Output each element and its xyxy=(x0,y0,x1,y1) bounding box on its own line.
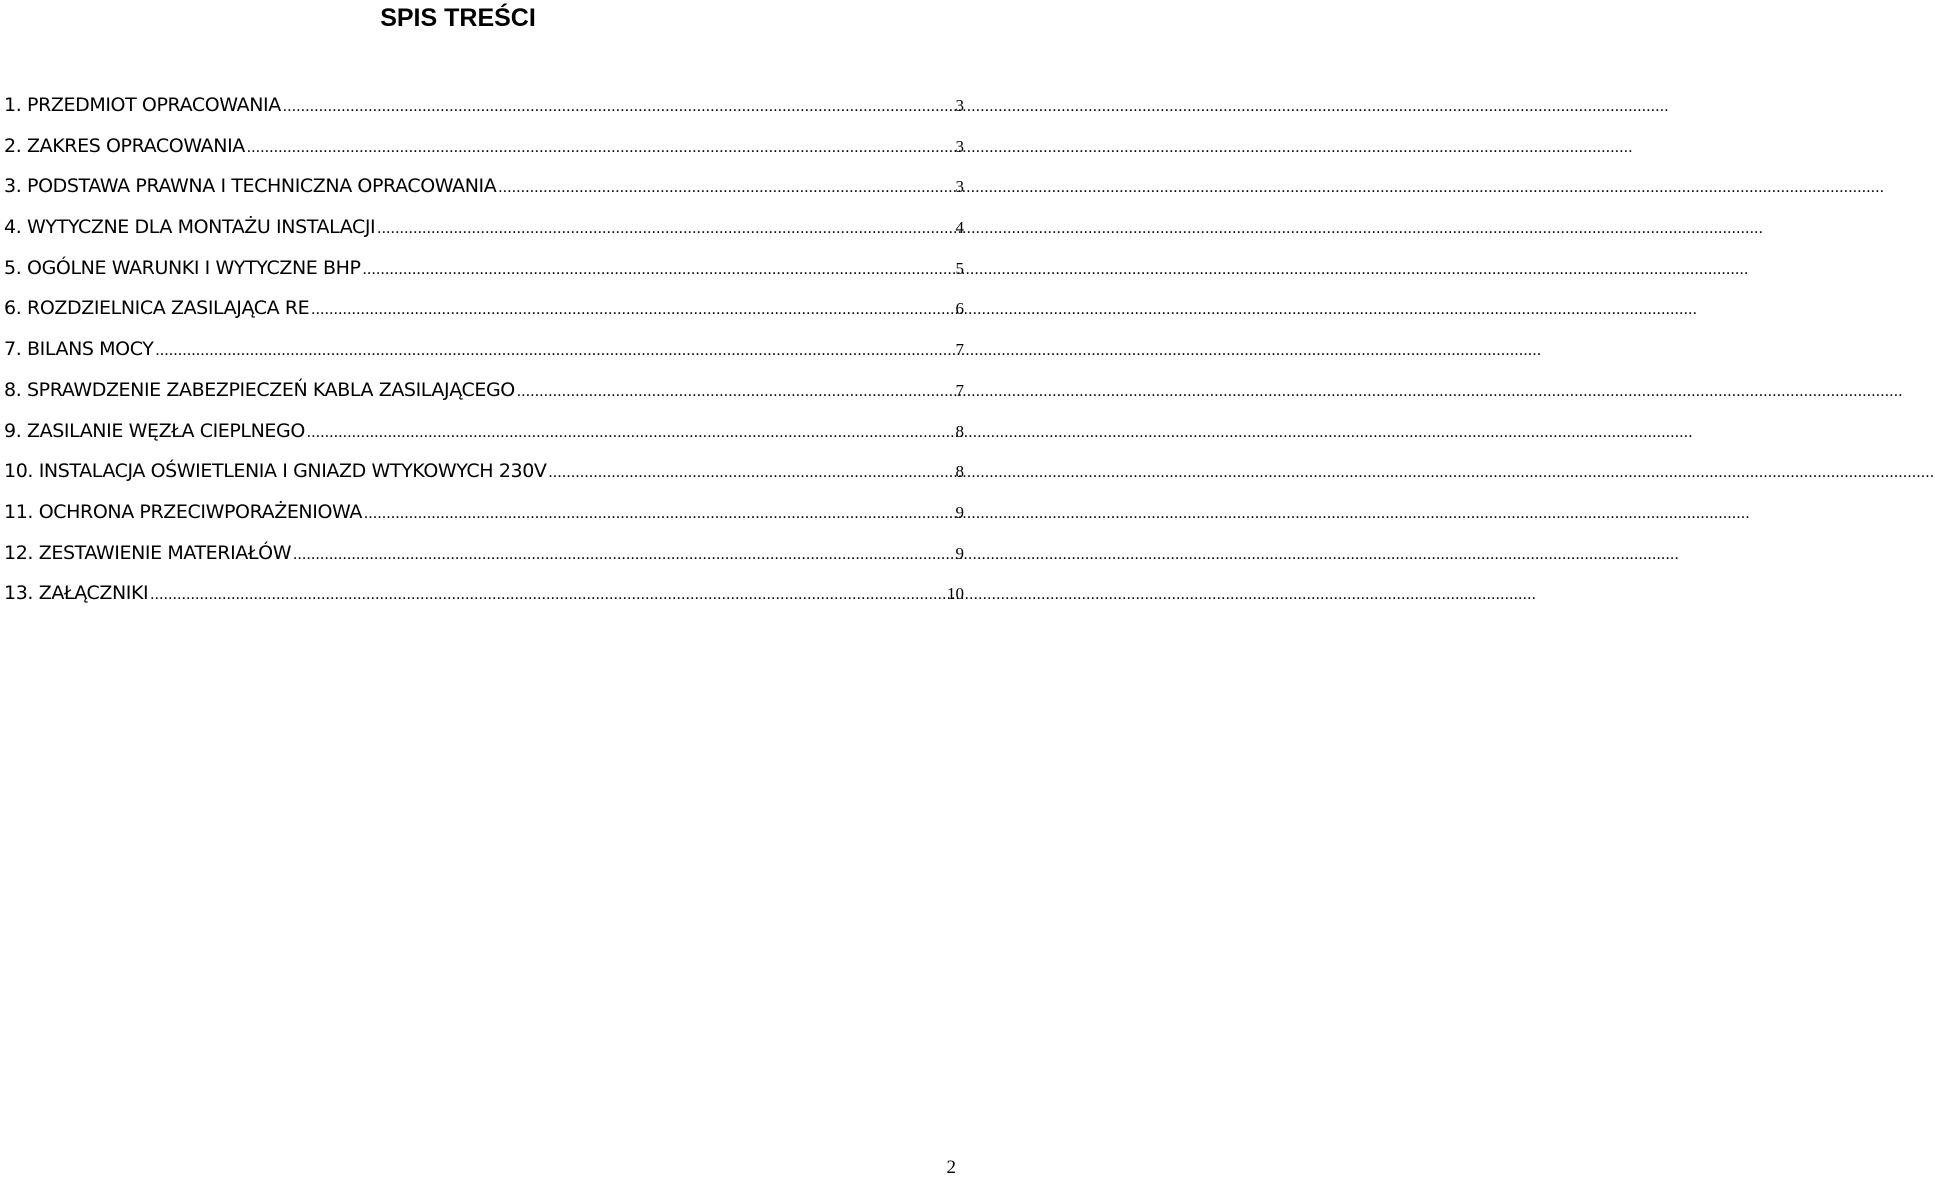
toc-entry-number: 8. xyxy=(4,378,22,401)
toc-entry-page: 3 xyxy=(955,177,964,197)
toc-entry[interactable] xyxy=(4,297,964,338)
toc-entry-number: 9. xyxy=(4,419,22,442)
toc-entry[interactable] xyxy=(4,501,964,542)
toc-entry-page: 10 xyxy=(947,584,964,604)
toc-entry[interactable] xyxy=(4,94,964,135)
toc-entry[interactable] xyxy=(4,338,964,379)
toc-dot-leader xyxy=(293,546,951,564)
toc-entry-label: ZAKRES OPRACOWANIA xyxy=(27,134,245,157)
toc-entry[interactable] xyxy=(4,379,964,420)
toc-entry[interactable] xyxy=(4,135,964,176)
toc-entry-label: ZESTAWIENIE MATERIAŁÓW xyxy=(38,541,292,564)
toc-entry-number: 6. xyxy=(4,297,22,320)
toc-entry-number: 3. xyxy=(4,175,22,198)
toc-entry-number: 11. xyxy=(4,500,34,523)
toc-entry-number: 12. xyxy=(4,541,34,564)
document-title: SPIS TREŚCI xyxy=(380,4,536,32)
toc-entry-label: INSTALACJA OŚWIETLENIA I GNIAZD WTYKOWYCH 230V xyxy=(38,460,547,483)
toc-entry-page: 3 xyxy=(955,96,964,115)
toc-entry-label: PRZEDMIOT OPRACOWANIA xyxy=(27,94,281,116)
toc-dot-leader xyxy=(517,383,952,401)
toc-entry[interactable] xyxy=(4,175,964,216)
toc-entry-number: 4. xyxy=(4,216,22,239)
toc-entry-label: SPRAWDZENIE ZABEZPIECZEŃ KABLA ZASILAJĄCEGO xyxy=(27,378,515,401)
toc-dot-leader xyxy=(498,179,951,197)
toc-dot-leader xyxy=(364,505,952,523)
toc-dot-leader xyxy=(283,98,952,116)
toc-dot-leader xyxy=(247,139,952,157)
toc-dot-leader xyxy=(549,464,952,482)
toc-entry-number: 2. xyxy=(4,134,22,157)
toc-entry-page: 8 xyxy=(955,421,964,441)
toc-dot-leader xyxy=(307,424,952,442)
toc-entry-page: 9 xyxy=(955,502,964,522)
toc-entry-page: 7 xyxy=(955,380,964,400)
toc-entry[interactable] xyxy=(4,420,964,461)
toc-entry-number: 10. xyxy=(4,460,34,483)
toc-dot-leader xyxy=(155,342,951,360)
toc-entry-label: BILANS MOCY xyxy=(27,338,154,361)
toc-entry-label: OCHRONA PRZECIWPORAŻENIOWA xyxy=(38,500,362,523)
toc-entry[interactable] xyxy=(4,582,964,623)
toc-entry-page: 8 xyxy=(955,462,964,482)
toc-entry-number: 7. xyxy=(4,338,22,361)
toc-entry-number: 1. xyxy=(4,94,22,116)
toc-entry[interactable] xyxy=(4,216,964,257)
toc-entry-page: 4 xyxy=(955,218,964,238)
toc-entry-label: ROZDZIELNICA ZASILAJĄCA RE xyxy=(27,297,310,320)
toc-dot-leader xyxy=(377,220,951,238)
toc-entry-page: 7 xyxy=(955,340,964,360)
toc-entry-label: ZAŁĄCZNIKI xyxy=(38,582,149,605)
toc-entry-number: 5. xyxy=(4,256,22,279)
toc-entry-label: ZASILANIE WĘZŁA CIEPLNEGO xyxy=(27,419,305,442)
toc-entry-label: PODSTAWA PRAWNA I TECHNICZNA OPRACOWANIA xyxy=(27,175,497,198)
toc-entry-page: 3 xyxy=(955,136,964,156)
toc-entry[interactable] xyxy=(4,460,964,501)
toc-entry-label: OGÓLNE WARUNKI I WYTYCZNE BHP xyxy=(27,256,361,279)
page-number: 2 xyxy=(946,1157,956,1178)
toc-entry[interactable] xyxy=(4,542,964,583)
toc-entry-page: 5 xyxy=(955,258,964,278)
toc-entry-label: WYTYCZNE DLA MONTAŻU INSTALACJI xyxy=(27,216,376,239)
toc-entry-number: 13. xyxy=(4,582,34,605)
table-of-contents xyxy=(4,94,964,623)
toc-dot-leader xyxy=(150,586,943,604)
toc-entry-page: 9 xyxy=(955,543,964,563)
toc-dot-leader xyxy=(311,301,951,319)
toc-entry-page: 6 xyxy=(955,299,964,319)
toc-dot-leader xyxy=(363,261,952,279)
toc-entry[interactable] xyxy=(4,257,964,298)
